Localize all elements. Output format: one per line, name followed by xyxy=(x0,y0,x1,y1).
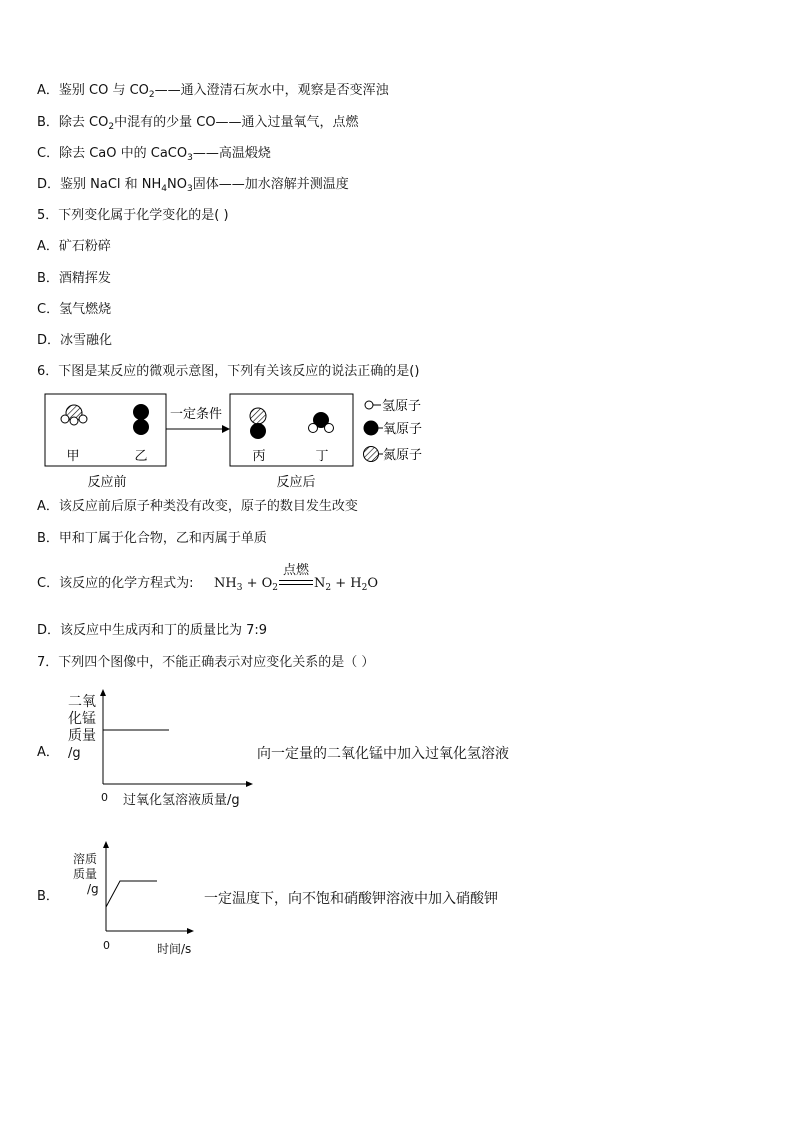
legend-nitrogen-label: 氮原子 xyxy=(383,448,423,463)
ammonia-molecule xyxy=(61,405,87,425)
graph-a-x-arrow-icon xyxy=(246,781,253,787)
eq-sub-n2: 2 xyxy=(325,583,332,593)
graph-b-ylabel-2: 质量 xyxy=(73,867,98,881)
legend-oxygen xyxy=(364,421,423,438)
q4-c-text2: ——高温煅烧 xyxy=(192,146,271,161)
q4-d-text1: D．鉴别 NaCl 和 NH xyxy=(37,177,162,192)
eq-sub-o2: 2 xyxy=(272,583,279,593)
graph-b xyxy=(100,838,200,938)
oxygen-molecule xyxy=(133,404,149,435)
q4-b-sub: 2 xyxy=(108,122,115,132)
legend-hydrogen xyxy=(365,399,421,414)
chemical-equation xyxy=(214,562,379,593)
q4-a-text1: A．鉴别 CO 与 CO xyxy=(37,83,149,98)
graph-a-xlabel: 过氧化氢溶液质量/g xyxy=(123,793,240,808)
water-molecule xyxy=(309,412,334,433)
q4-option-a xyxy=(37,82,389,100)
graph-a-origin: 0 xyxy=(101,791,108,804)
q5-option-c: C．氢气燃烧 xyxy=(37,302,112,317)
graph-a-y-arrow-icon xyxy=(100,689,106,696)
legend-nitrogen xyxy=(364,447,423,464)
caption-after: 反应后 xyxy=(276,475,316,490)
legend-oxygen-label: 氧原子 xyxy=(383,422,423,437)
eq-double-line xyxy=(279,580,313,585)
q4-d-sub2: 3 xyxy=(187,184,193,194)
q4-d-text2: NO xyxy=(167,177,187,192)
q6-option-d: D．该反应中生成丙和丁的质量比为 7:9 xyxy=(37,623,268,638)
graph-a-ylabel-2: 化锰 xyxy=(68,711,96,727)
eq-sub-3: 3 xyxy=(236,583,243,593)
eq-n: N xyxy=(314,576,326,591)
q4-d-sub1: 4 xyxy=(161,184,168,194)
eq-plus-h: + H xyxy=(335,576,362,591)
q7-a-label: A． xyxy=(37,745,59,760)
label-bing: 丙 xyxy=(252,449,266,464)
q4-c-text1: C．除去 CaO 中的 CaCO xyxy=(37,146,188,161)
graph-b-ylabel xyxy=(73,852,99,897)
q6-c-prefix: C．该反应的化学方程式为: xyxy=(37,576,194,591)
graph-b-series-line xyxy=(106,881,157,907)
q4-c-sub: 3 xyxy=(187,153,193,163)
q6-option-b: B．甲和丁属于化合物，乙和丙属于单质 xyxy=(37,531,267,546)
q4-option-b xyxy=(37,114,359,132)
q4-b-text2: 中混有的少量 CO——通入过量氧气，点燃 xyxy=(114,115,359,130)
nitrogen-molecule xyxy=(250,408,266,439)
eq-condition: 点燃 xyxy=(283,562,310,578)
graph-b-x-arrow-icon xyxy=(187,928,194,934)
q4-b-text1: B．除去 CO xyxy=(37,115,109,130)
q4-a-sub: 2 xyxy=(148,90,155,100)
label-yi: 乙 xyxy=(134,449,148,464)
after-box xyxy=(230,394,353,466)
graph-a xyxy=(96,688,256,793)
eq-arrow xyxy=(279,562,313,589)
eq-plus-o: + O xyxy=(246,576,273,591)
graph-a-ylabel-1: 二氧 xyxy=(68,694,96,710)
q6-option-c xyxy=(37,575,193,593)
legend-hydrogen-label: 氢原子 xyxy=(382,399,422,414)
graph-b-xlabel: 时间/s xyxy=(157,942,192,956)
graph-b-ylabel-3: /g xyxy=(87,882,99,896)
graph-b-description: 一定温度下，向不饱和硝酸钾溶液中加入硝酸钾 xyxy=(204,891,498,907)
q6-option-a: A．该反应前后原子种类没有改变，原子的数目发生改变 xyxy=(37,499,358,514)
eq-sub-h2: 2 xyxy=(361,583,368,593)
arrow-head-icon xyxy=(222,425,230,433)
graph-a-ylabel-4: /g xyxy=(68,746,81,761)
graph-b-ylabel-1: 溶质 xyxy=(73,852,98,866)
caption-before: 反应前 xyxy=(87,475,127,490)
q4-a-text2: ——通入澄清石灰水中，观察是否变浑浊 xyxy=(154,83,389,98)
label-jia: 甲 xyxy=(66,449,80,464)
eq-nh: NH xyxy=(214,576,237,591)
graph-b-y-arrow-icon xyxy=(103,841,109,848)
graph-a-description: 向一定量的二氧化锰中加入过氧化氢溶液 xyxy=(257,746,509,762)
eq-o: O xyxy=(367,576,379,591)
q6-stem: 6．下图是某反应的微观示意图，下列有关该反应的说法正确的是() xyxy=(37,364,420,379)
label-ding: 丁 xyxy=(315,449,329,464)
q7-b-label: B． xyxy=(37,889,59,904)
q5-stem: 5．下列变化属于化学变化的是( ) xyxy=(37,208,229,223)
graph-b-origin: 0 xyxy=(103,939,110,952)
graph-a-ylabel-3: 质量 xyxy=(68,728,96,744)
q4-d-text3: 固体——加水溶解并测温度 xyxy=(192,177,349,192)
q5-option-b: B．酒精挥发 xyxy=(37,271,111,286)
q4-option-c xyxy=(37,145,271,163)
q7-stem: 7．下列四个图像中，不能正确表示对应变化关系的是（ ） xyxy=(37,655,375,670)
q4-option-d xyxy=(37,176,349,194)
reaction-diagram xyxy=(40,391,460,491)
graph-a-ylabel xyxy=(68,694,96,762)
reaction-condition: 一定条件 xyxy=(169,407,223,422)
q5-option-d: D．冰雪融化 xyxy=(37,333,113,348)
q5-option-a: A．矿石粉碎 xyxy=(37,239,111,254)
